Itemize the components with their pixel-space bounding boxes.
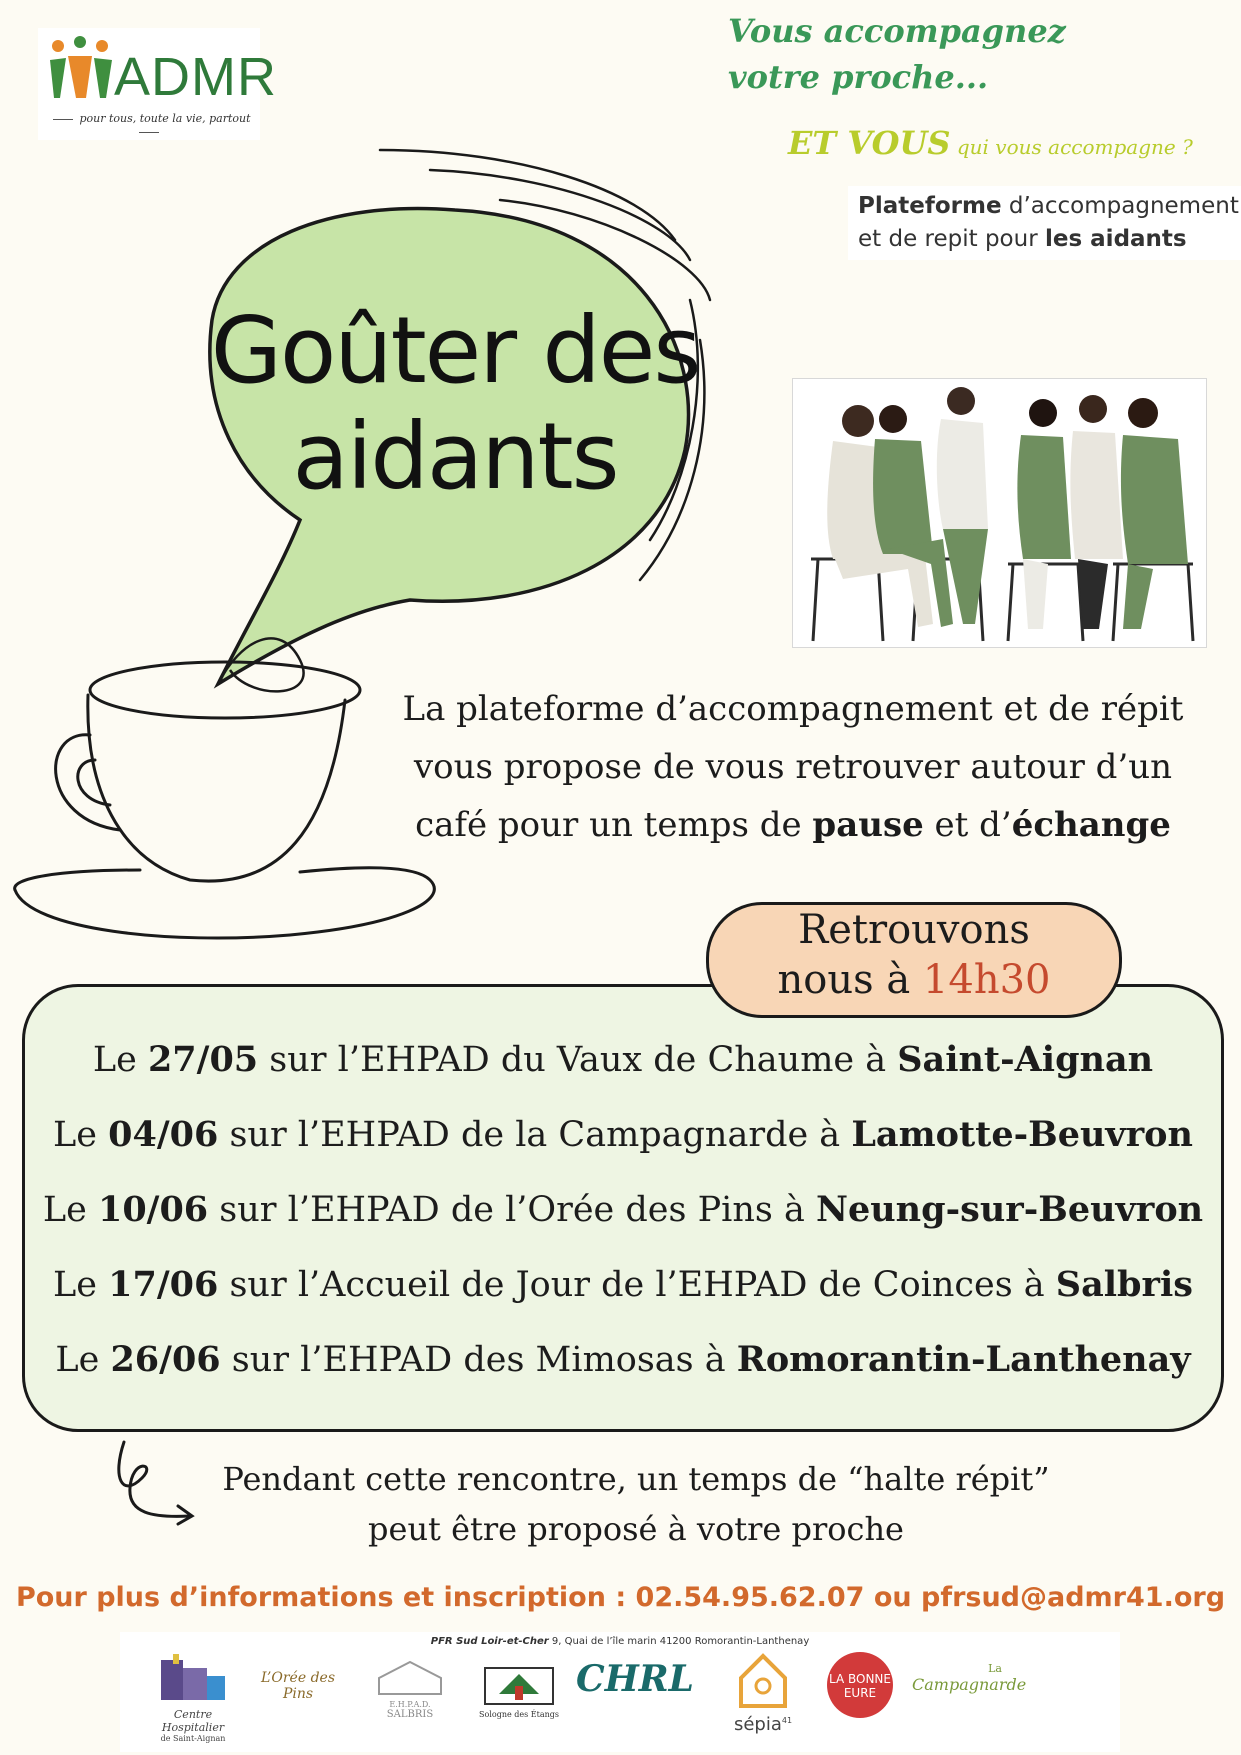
intro-line1: La plateforme d’accompagnement et de répit	[402, 689, 1184, 729]
sologne-icon	[479, 1662, 559, 1706]
logo-centre-hospitalier	[148, 1652, 238, 1743]
logo-sologne-des-etangs	[474, 1662, 564, 1719]
admr-people-icon	[46, 36, 116, 102]
intro-line3-a: café pour un temps de	[415, 805, 813, 845]
ch-name: Centre Hospitalier	[161, 1708, 225, 1734]
meeting-line1: Retrouvons	[798, 907, 1030, 953]
house-icon	[375, 1660, 445, 1696]
people-talking-image	[793, 379, 1206, 647]
ehpad-label: E.H.P.A.D.	[389, 1700, 431, 1709]
group-illustration	[792, 378, 1207, 648]
title-line1: Goûter des	[210, 297, 700, 404]
hospital-building-icon	[153, 1652, 233, 1704]
event-title	[210, 298, 700, 510]
bonne-eure-label: LA BONNE EURE	[827, 1652, 893, 1718]
sepia-num: 41	[781, 1716, 793, 1725]
schedule-line-5: Le 26/06 sur l’EHPAD des Mimosas à Romorantin-Lanthenay	[55, 1339, 1191, 1380]
admr-logo	[38, 28, 277, 140]
admr-name: ADMR	[114, 47, 277, 107]
meeting-time: 14h30	[922, 957, 1051, 1003]
logo-ehpad-salbris	[360, 1660, 460, 1720]
slogan-line2: votre proche...	[728, 58, 989, 96]
slogan-line1: Vous accompagnez	[728, 12, 1066, 50]
halte-line1: Pendant cette rencontre, un temps de “halte répit”	[222, 1460, 1050, 1498]
schedule-box	[22, 984, 1224, 1432]
platform-l2-bold: les aidants	[1044, 226, 1187, 252]
halte-repit-text	[206, 1454, 1066, 1554]
intro-pause: pause	[812, 805, 924, 845]
address	[120, 1636, 1120, 1647]
campagnarde-label: Campagnarde	[912, 1675, 1027, 1694]
sepia-label: sépia	[733, 1714, 782, 1735]
address-name: PFR Sud Loir-et-Cher	[430, 1636, 549, 1647]
schedule-line-1: Le 27/05 sur l’EHPAD du Vaux de Chaume à Saint-Aignan	[92, 1039, 1154, 1080]
logo-oree-des-pins: L’Orée des Pins	[260, 1670, 335, 1702]
intro-line3-c: et d’	[923, 805, 1012, 845]
slogan	[728, 8, 1108, 100]
address-rest: 9, Quai de l’île marin 41200 Romorantin-Lanthenay	[548, 1636, 810, 1647]
intro-line2: vous propose de vous retrouver autour d’un	[413, 747, 1173, 787]
admr-tagline: pour tous, toute la vie, partout	[44, 112, 254, 138]
platform-l2-rest: et de repit pour	[858, 226, 1045, 252]
meeting-time-badge	[706, 902, 1122, 1018]
et-vous: ET VOUS	[788, 124, 951, 162]
logo-la-campagnarde	[912, 1662, 1027, 1694]
meeting-line2: nous à	[777, 957, 923, 1003]
curly-arrow-icon	[112, 1438, 202, 1528]
intro-echange: échange	[1011, 805, 1171, 845]
platform-l1-rest: d’accompagnement	[1001, 193, 1239, 219]
slogan-et-vous	[788, 124, 1193, 162]
platform-l1-bold: Plateforme	[858, 193, 1002, 219]
logo-sepia	[718, 1650, 808, 1735]
partners-footer	[120, 1632, 1120, 1752]
ch-sub: de Saint-Aignan	[160, 1734, 226, 1743]
intro-text	[368, 680, 1218, 854]
schedule-line-4: Le 17/06 sur l’Accueil de Jour de l’EHPAD de Coinces à Salbris	[53, 1264, 1193, 1305]
schedule-line-2: Le 04/06 sur l’EHPAD de la Campagnarde à Lamotte-Beuvron	[53, 1114, 1193, 1155]
campagnarde-la: La	[988, 1662, 1002, 1675]
logo-la-bonne-eure	[820, 1652, 900, 1718]
title-line2: aidants	[292, 403, 618, 510]
salbris-label: SALBRIS	[386, 1709, 434, 1720]
contact-info: Pour plus d’informations et inscription : 02.54.95.62.07 ou pfrsud@admr41.org	[15, 1582, 1226, 1613]
logo-chrl: CHRL	[576, 1658, 694, 1700]
halte-line2: peut être proposé à votre proche	[368, 1510, 904, 1548]
platform-title	[848, 186, 1241, 260]
sologne-label: Sologne des Étangs	[479, 1710, 559, 1719]
schedule-line-3: Le 10/06 sur l’EHPAD de l’Orée des Pins à Neung-sur-Beuvron	[42, 1189, 1204, 1230]
intro-line3	[368, 796, 1218, 854]
sepia-house-icon	[735, 1650, 791, 1710]
question: qui vous accompagne ?	[956, 135, 1193, 159]
